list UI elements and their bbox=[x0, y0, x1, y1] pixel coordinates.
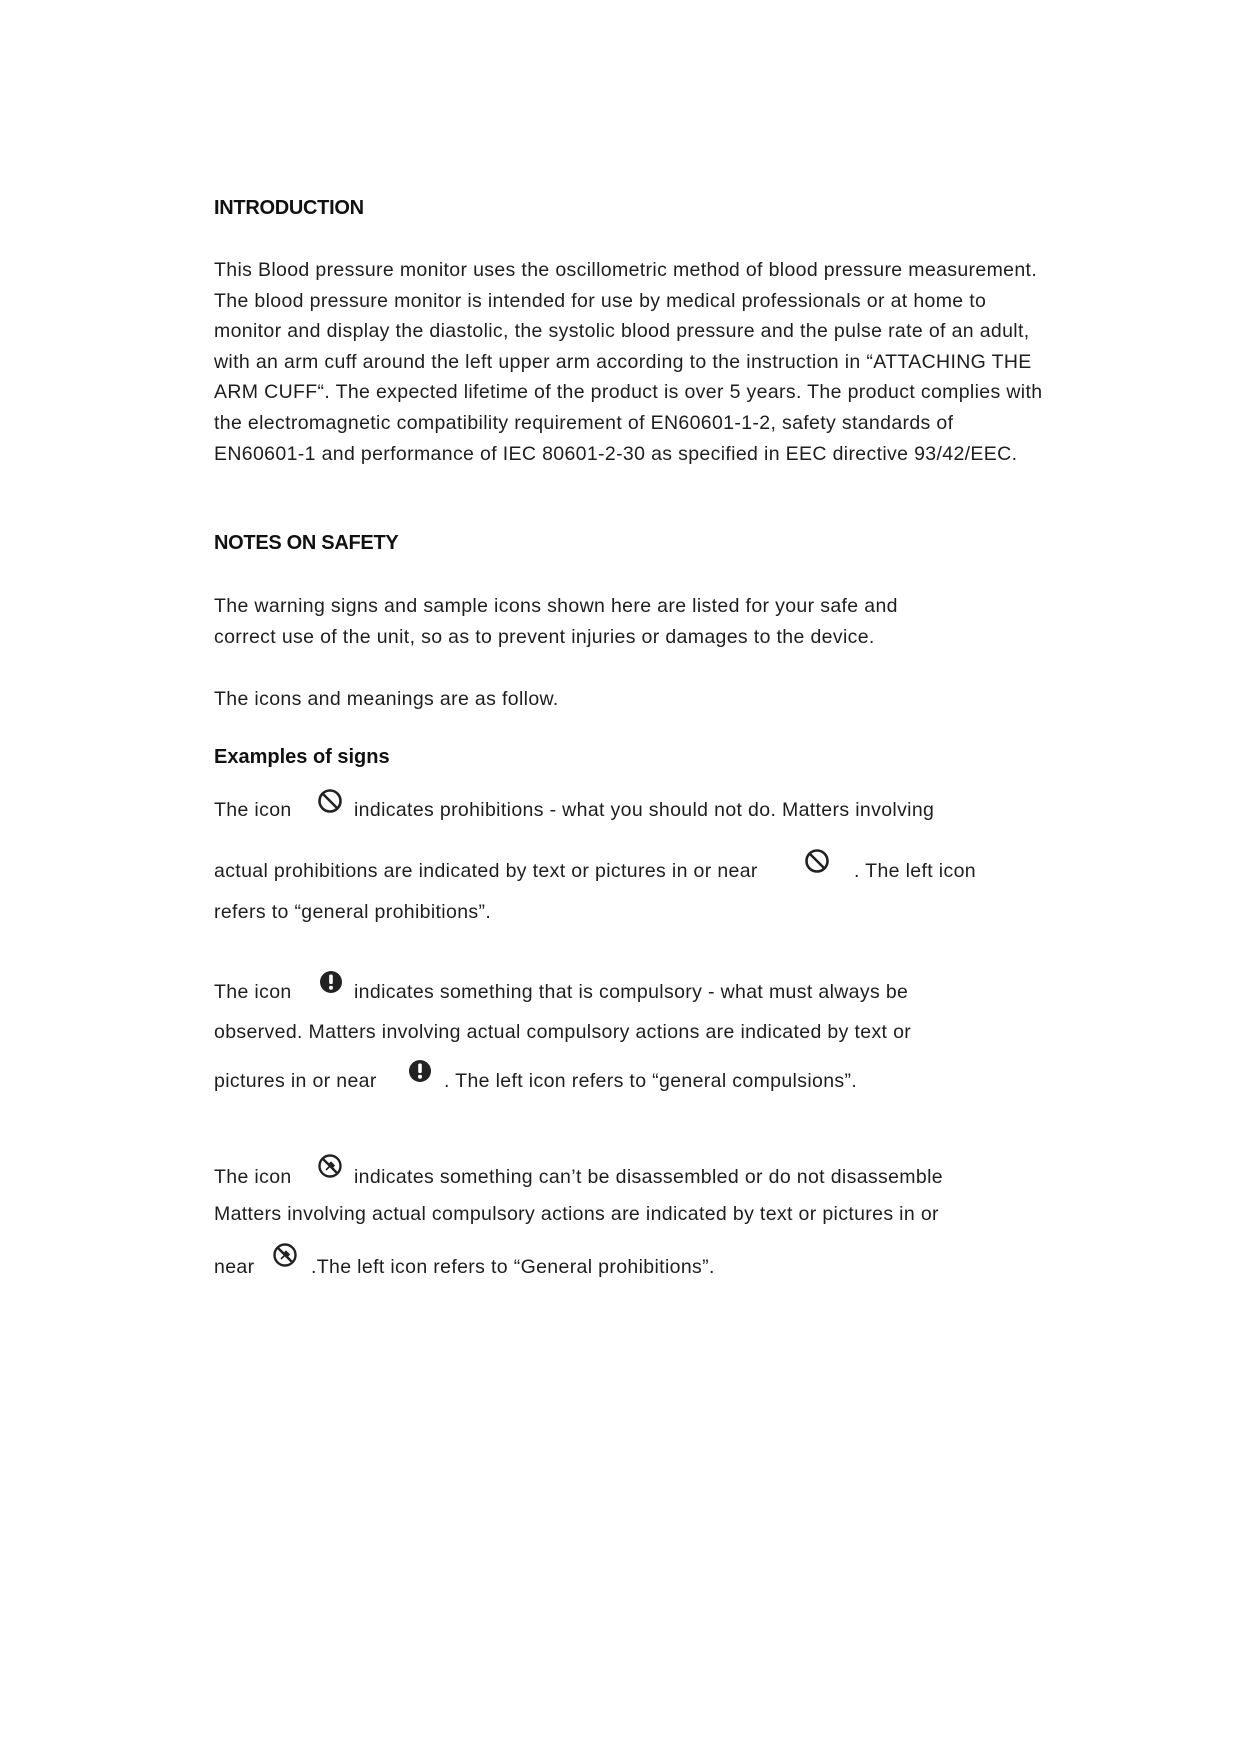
prohibition-icon bbox=[317, 788, 343, 814]
compulsory-line3-start: pictures in or near bbox=[214, 1070, 377, 1092]
compulsory-line1-end: indicates something that is compulsory - what must always be bbox=[354, 981, 909, 1003]
exclamation-icon bbox=[407, 1058, 433, 1084]
disassemble-line3-start: near bbox=[214, 1256, 255, 1278]
compulsory-line1-start: The icon bbox=[214, 981, 292, 1003]
disassemble-line3-end: .The left icon refers to “General prohibitions”. bbox=[311, 1256, 715, 1278]
prohibition-line1-end: indicates prohibitions - what you should not do. Matters involving bbox=[354, 799, 935, 821]
prohibition-line3: refers to “general prohibitions”. bbox=[214, 901, 492, 923]
compulsory-line3-end: . The left icon refers to “general compulsions”. bbox=[444, 1070, 858, 1092]
disassemble-line1-end: indicates something can’t be disassembled or do not disassemble bbox=[354, 1166, 943, 1188]
compulsory-line2: observed. Matters involving actual compulsory actions are indicated by text or bbox=[214, 1021, 912, 1043]
prohibition-line1-start: The icon bbox=[214, 799, 292, 821]
icons-intro: The icons and meanings are as follow. bbox=[214, 688, 559, 710]
introduction-body: This Blood pressure monitor uses the oscillometric method of blood pressure measurement. The blood pressure monitor is intended for use by medical professionals or at home to monitor and display the diastolic, the systolic blood pressure and the pulse rate of an adult, with an arm cuff around the left upper arm according to the instruction in “ATTACHING THE ARM CUFF“. The expected lifetime of the product is over 5 years. The product complies with the electromagnetic compatibility requirement of EN60601-1-2, safety standards of EN60601-1 and performance of IEC 80601-2-30 as specified in EEC directive 93/42/EEC. bbox=[214, 259, 1043, 465]
disassemble-line1-start: The icon bbox=[214, 1166, 292, 1188]
no-disassembly-icon bbox=[317, 1153, 343, 1179]
examples-heading: Examples of signs bbox=[214, 746, 390, 768]
prohibition-line2-start: actual prohibitions are indicated by text or pictures in or near bbox=[214, 860, 758, 882]
introduction-heading: INTRODUCTION bbox=[214, 197, 364, 219]
exclamation-icon bbox=[318, 969, 344, 995]
no-disassembly-icon bbox=[272, 1242, 298, 1268]
safety-heading: NOTES ON SAFETY bbox=[214, 532, 399, 554]
disassemble-line2: Matters involving actual compulsory actions are indicated by text or pictures in or bbox=[214, 1203, 939, 1225]
safety-intro: The warning signs and sample icons shown here are listed for your safe and correct use of the unit, so as to prevent injuries or damages to the device. bbox=[214, 595, 898, 648]
prohibition-icon bbox=[804, 848, 830, 874]
prohibition-line2-end: . The left icon bbox=[854, 860, 976, 882]
document-page bbox=[214, 0, 1054, 1754]
